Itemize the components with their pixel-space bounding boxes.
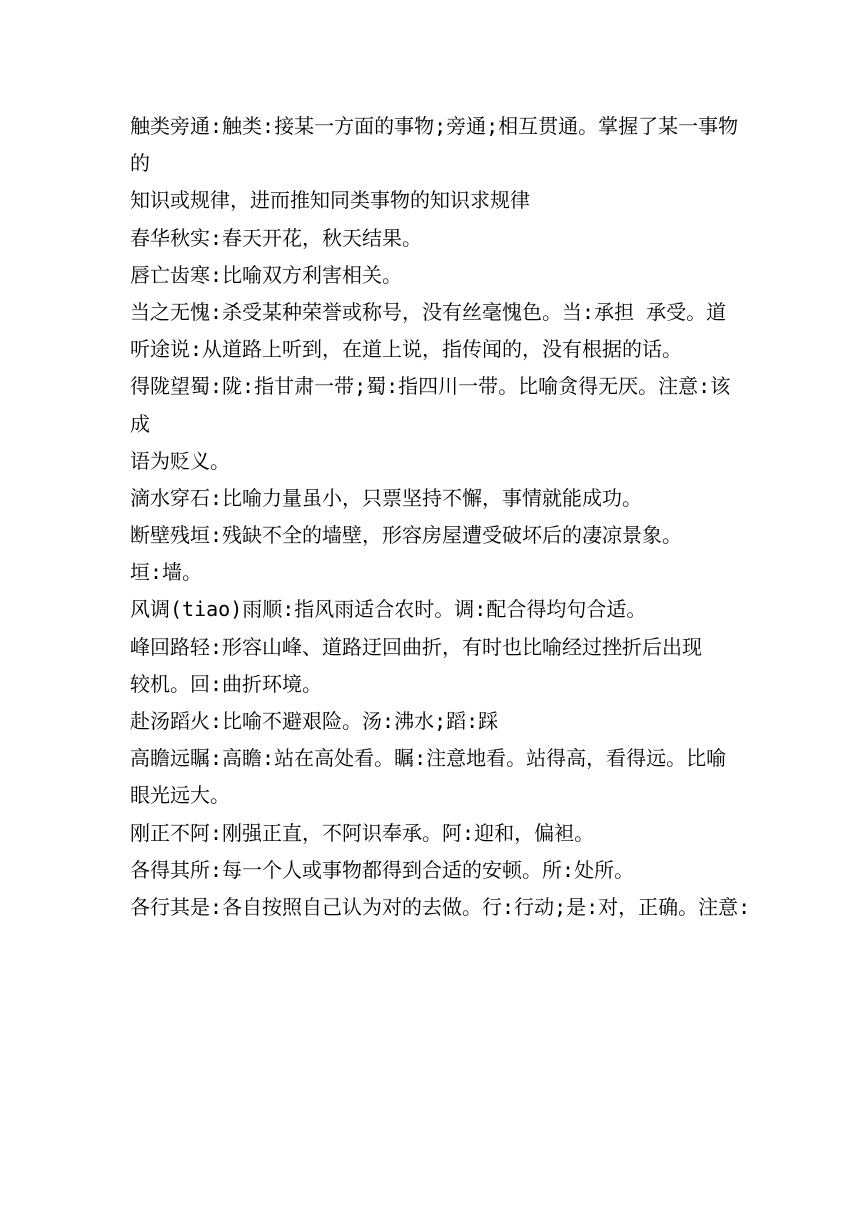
text-line: 春华秋实:春天开花，秋天结果。 (130, 225, 423, 250)
text-line: 语为贬义。 (130, 448, 230, 473)
text-line: 赴汤蹈火:比喻不避艰险。汤:沸水;蹈:踩 (130, 709, 499, 733)
text-line: 知识或规律，进而推知同类事物的知识求规律 (130, 188, 530, 213)
text-line: 听途说:从道路上听到，在道上说，指传闻的，没有根据的话。 (130, 337, 683, 362)
text-line: 高瞻远瞩:高瞻:站在高处看。瞩:注意地看。站得高，看得远。比喻 (130, 746, 727, 771)
text-line: 触类旁通:触类:接某一方面的事物;旁通;相互贯通。掌握了某一事物 (130, 114, 739, 138)
text-line: 唇亡齿寒:比喻双方利害相关。 (130, 262, 403, 287)
text-line: 各行其是:各自按照自己认为对的去做。行:行动;是:对，正确。注意: (130, 894, 751, 919)
text-line: 的 (130, 151, 150, 176)
text-line: 较机。回:曲折环境。 (130, 671, 323, 696)
text-line: 滴水穿石:比喻力量虽小，只票坚持不懈，事情就能成功。 (130, 485, 643, 510)
document-body (130, 108, 751, 926)
text-line: 刚正不阿:刚强正直，不阿识奉承。阿:迎和，偏袒。 (130, 820, 595, 845)
text-line: 垣:墙。 (130, 560, 203, 585)
text-line: 峰回路轻:形容山峰、道路迂回曲折，有时也比喻经过挫折后出现 (130, 634, 703, 659)
text-line: 眼光远大。 (130, 783, 230, 808)
text-line: 当之无愧:杀受某种荣誉或称号，没有丝毫愧色。当:承担 承受。道 (130, 299, 727, 324)
text-line: 得陇望蜀:陇:指甘肃一带;蜀:指四川一带。比喻贪得无厌。注意:该 (130, 374, 731, 399)
text-line: 断壁残垣:残缺不全的墙壁，形容房屋遭受破坏后的凄凉景象。 (130, 523, 683, 548)
text-line: 成 (130, 411, 150, 436)
text-line: 各得其所:每一个人或事物都得到合适的安顿。所:处所。 (130, 857, 635, 882)
text-line: 风调(tiao)雨顺:指风雨适合农时。调:配合得均句合适。 (130, 597, 647, 622)
